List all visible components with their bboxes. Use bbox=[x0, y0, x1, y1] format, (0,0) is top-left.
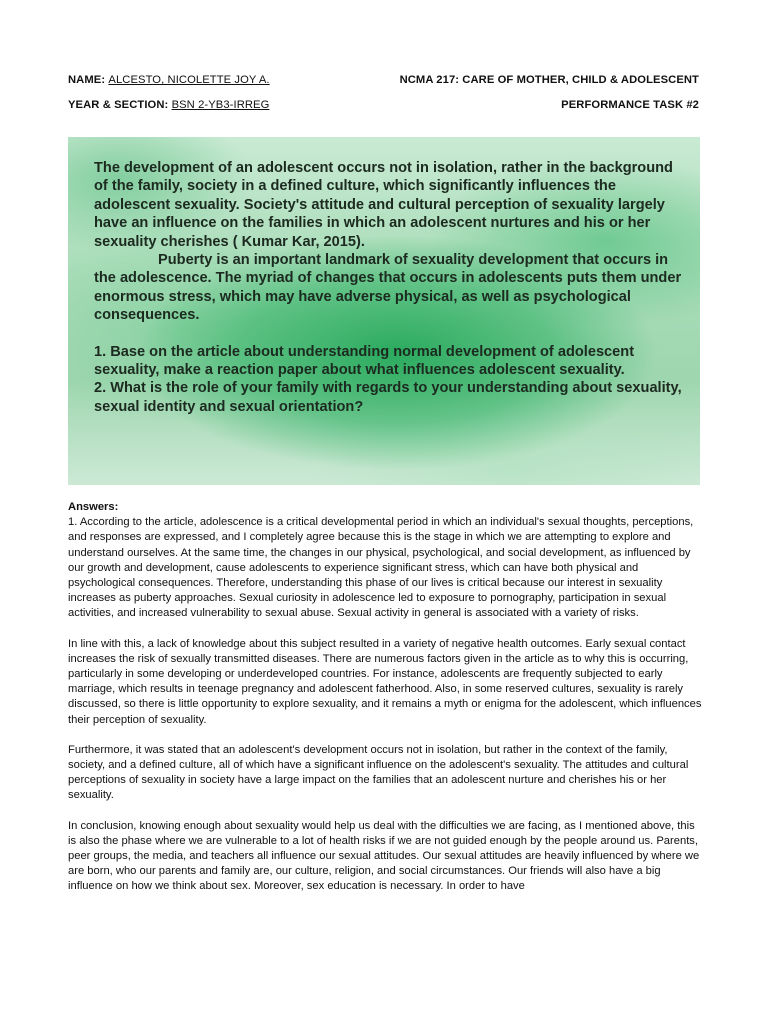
answer-paragraph-2: In line with this, a lack of knowledge about this subject resulted in a variety of negative health outcomes. Early sexual contact increases the risk of sexually transmitted diseases. There are numerous factors given in the article as to why this is occurring, particularly in some developing or underdeveloped countries. For instance, adolescents are frequently subjected to early marriage, which results in teenage pregnancy and adolescent fatherhood. Also, in some reserved cultures, sexuality is rarely discussed, so there is little opportunity to explore sexuality, and it remains a myth or enigma for the adolescent, which influences their perception of sexuality. bbox=[68, 637, 702, 726]
answer-paragraph-3: Furthermore, it was stated that an adolescent's development occurs not in isolation, but rather in the context of the family, society, and a defined culture, all of which have a significant influence on the adolescent's sexuality. The attitudes and cultural perceptions of sexuality in society have a large impact on the families that an adolescent nurture and cherishes his or her sexuality. bbox=[68, 743, 689, 802]
name-label: NAME: bbox=[68, 74, 106, 86]
header-row-name bbox=[68, 74, 699, 86]
banner-spacer bbox=[94, 325, 684, 343]
header-row-section bbox=[68, 99, 699, 111]
prompt-text bbox=[94, 159, 684, 416]
answer-paragraph-4: In conclusion, knowing enough about sexuality would help us deal with the difficulties we are facing, as I mentioned above, this is also the phase where we are vulnerable to a lot of health risks if we are not guided enough by the people around us. Parents, peer groups, the media, and teachers all influence our sexual attitudes. Our sexual attitudes are heavily influenced by where we are born, who our parents and family are, our culture, religion, and social circumstances. Our friends will also have a big influence on how we think about sex. Moreover, sex education is necessary. In order to have bbox=[68, 819, 700, 893]
name-block bbox=[68, 74, 270, 86]
question-2: 2. What is the role of your family with regards to your understanding about sexuality, sexual identity and sexual orientation? bbox=[94, 380, 682, 415]
answer-paragraph-1: 1. According to the article, adolescence is a critical developmental period in which an individual's sexual thoughts, perceptions, and responses are expressed, and I completely agree because this is the stage in which we are attempting to explore and understand ourselves. At the same time, the changes in our physical, psychological, and social development, as influenced by our growth and development, cause adolescents to experience significant stress, which can have both physical and psychological consequences. Therefore, understanding this phase of our lives is critical because our interest in sexuality increases as puberty approaches. Sexual curiosity in adolescence led to exposure to pornography, participation in sexual activities, and increased vulnerability to sexual abuse. Sexual activity in general is associated with a variety of risks. bbox=[68, 516, 694, 620]
task-title: PERFORMANCE TASK #2 bbox=[561, 99, 699, 111]
answers-heading: Answers: bbox=[68, 501, 119, 513]
banner-paragraph-2: Puberty is an important landmark of sexuality development that occurs in the adolescence. The myriad of changes that occurs in adolescents puts them under enormous stress, which may have adverse physical, as well as psychological consequences. bbox=[94, 252, 682, 324]
question-1: 1. Base on the article about understanding normal development of adolescent sexuality, make a reaction paper about what influences adolescent sexuality. bbox=[94, 343, 635, 379]
section-label: YEAR & SECTION: bbox=[68, 99, 169, 111]
section-value: BSN 2-YB3-IRREG bbox=[171, 99, 270, 111]
banner-paragraph-1: The development of an adolescent occurs not in isolation, rather in the background of the family, society in a defined culture, which significantly influences the adolescent sexuality. Society's attitude and cultural perception of sexuality largely have an influence on the families in which an adolescent nurtures and his or her sexuality cherishes ( Kumar Kar, 2015). bbox=[94, 160, 673, 250]
prompt-banner bbox=[68, 137, 700, 485]
name-value: ALCESTO, NICOLETTE JOY A. bbox=[108, 74, 270, 86]
section-block bbox=[68, 99, 269, 111]
answers-section bbox=[68, 500, 704, 910]
course-title: NCMA 217: CARE OF MOTHER, CHILD & ADOLESCENT bbox=[399, 74, 699, 86]
